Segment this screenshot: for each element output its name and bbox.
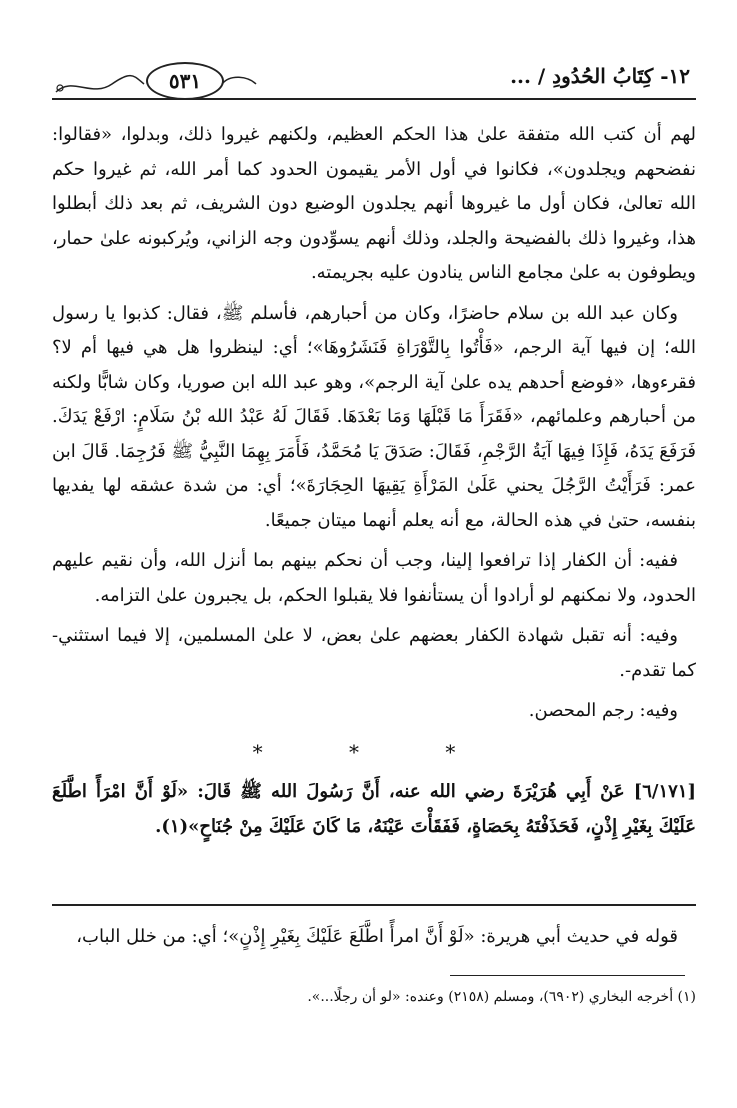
hadith-text: [٦/١٧١] عَنْ أَبِي هُرَيْرَةَ رضي الله عنه، أَنَّ رَسُولَ الله ﷺ قَالَ: «لَوْ أَنَّ امْرَأً اطَّلَعَ عَلَيْكَ بِغَيْرِ إِذْنٍ، فَحَذَفْتَهُ بِحَصَاةٍ، فَفَقَأْتَ عَيْنَهُ، مَا كَانَ عَلَيْكَ مِنْ جُنَاحٍ»(١). bbox=[52, 781, 696, 837]
section-stars: * * * bbox=[252, 739, 496, 764]
paragraph-5: وفيه: رجم المحصن. bbox=[528, 700, 678, 721]
page-number: ٥٣١ bbox=[146, 62, 224, 100]
footnote-rule bbox=[450, 975, 685, 976]
chapter-title: ١٢- كِتَابُ الحُدُودِ / ... bbox=[510, 64, 690, 88]
commentary bbox=[52, 920, 696, 954]
paragraph-4: وفيه: أنه تقبل شهادة الكفار بعضهم علىٰ بعض، لا علىٰ المسلمين، إلا فيما استثني- كما تقدم-. bbox=[52, 625, 696, 681]
commentary-text: قوله في حديث أبي هريرة: «لَوْ أَنَّ امرأً اطَّلَعَ عَلَيْكَ بِغَيْرِ إِذْنٍ»؛ أي: من خلل الباب، bbox=[76, 926, 678, 947]
commentary-separator bbox=[52, 904, 696, 906]
paragraph-1: لهم أن كتب الله متفقة علىٰ هذا الحكم العظيم، ولكنهم غيروا ذلك، وبدلوا، «فقالوا: نفضحهم ويجلدون»، فكانوا في أول الأمر يقيمون الحدود كما أمر الله، ثم غيروا حكم الله تعالىٰ، فكان أول ما غيروها أنهم يجلدون الوضيع دون الشريف، ثم بعد ذلك أبطلوا هذا، وغيروا ذلك بالفضيحة والجلد، وذلك أنهم يسوِّدون وجه الزاني، ويُركبونه علىٰ حمار، ويطوفون به علىٰ مجامع الناس ينادون عليه بجريمته. bbox=[52, 124, 696, 283]
main-text bbox=[52, 118, 696, 850]
running-header bbox=[52, 58, 696, 104]
paragraph-3: ففيه: أن الكفار إذا ترافعوا إلينا، وجب أن نحكم بينهم بما أنزل الله، وأن نقيم عليهم الحدود، ولا نمكنهم لو أرادوا أن يستأنفوا فلا يقبلوا الحكم، بل يجبرون علىٰ التزامه. bbox=[52, 550, 696, 606]
paragraph-2: وكان عبد الله بن سلام حاضرًا، وكان من أحبارهم، فأسلم ﷺ، فقال: كذبوا يا رسول الله؛ إن فيها آية الرجم، «فَأْتُوا بِالتَّوْرَاةِ فَنَشَرُوهَا»؛ أي: لينظروا هل هي فيها أم لا؟ فقرءوها، «فوضع أحدهم يده علىٰ آية الرجم»، وهو عبد الله ابن صوريا، وكان شابًّا ولكنه من أحبارهم وعلمائهم، «فَقَرَأَ مَا قَبْلَهَا وَمَا بَعْدَهَا. فَقَالَ لَهُ عَبْدُ الله بْنُ سَلَامٍ: ارْفَعْ يَدَكَ. فَرَفَعَ يَدَهُ، فَإِذَا فِيهَا آيَةُ الرَّجْمِ، فَقَالَ: صَدَقَ يَا مُحَمَّدُ، فَأَمَرَ بِهِمَا النَّبِيُّ ﷺ فَرُجِمَا. قَالَ ابن عمر: فَرَأَيْتُ الرَّجُلَ يحني عَلَىٰ المَرْأَةِ يَقِيهَا الحِجَارَةَ»؛ أي: من شدة عشقه لها يفديها بنفسه، حتىٰ في هذه الحالة، مع أنه يعلم أنهما ميتان جميعًا. bbox=[52, 302, 696, 531]
header-rule bbox=[52, 98, 696, 100]
footnote: (١) أخرجه البخاري (٦٩٠٢)، ومسلم (٢١٥٨) وعنده: «لو أن رجلًا...». bbox=[307, 989, 696, 1005]
